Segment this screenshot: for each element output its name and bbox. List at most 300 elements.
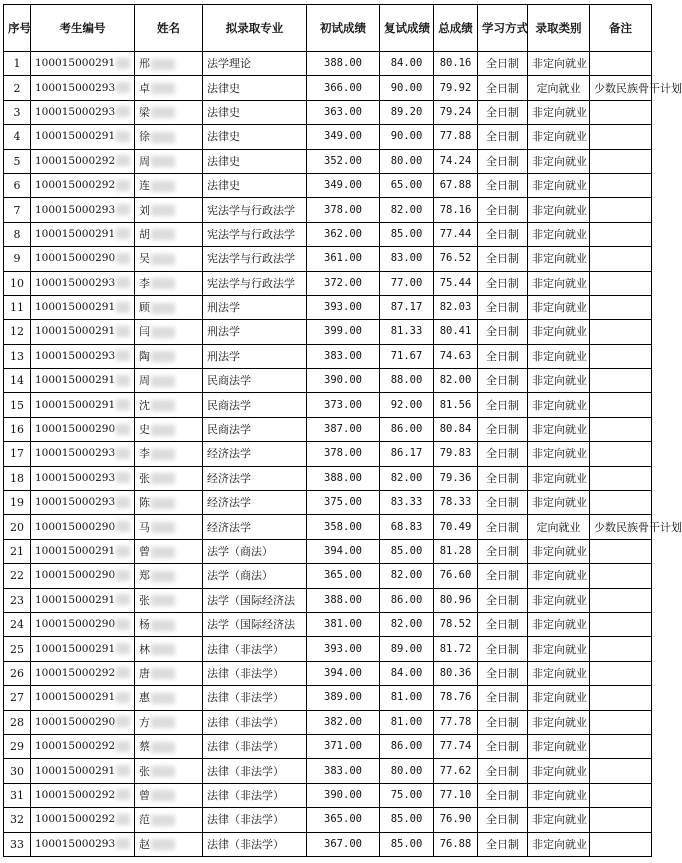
cell-retest-score-text: 90.00	[390, 130, 423, 143]
cell-total-score-text: 78.76	[439, 691, 472, 704]
redaction-mask	[151, 644, 175, 655]
cell-total-score	[434, 515, 478, 539]
cell-total-score	[434, 686, 478, 710]
redaction-mask	[116, 253, 130, 264]
redaction-mask	[116, 667, 130, 678]
cell-candidate-id	[31, 247, 135, 271]
redaction-mask	[151, 473, 175, 484]
cell-major	[203, 734, 307, 758]
cell-major-text: 法律史	[207, 105, 240, 119]
cell-candidate-id	[31, 808, 135, 832]
table-row	[4, 808, 652, 832]
cell-prelim-score	[307, 539, 380, 563]
cell-major	[203, 686, 307, 710]
cell-study-mode	[478, 661, 528, 685]
cell-index-text: 33	[10, 837, 24, 851]
cell-major-text: 经济法学	[207, 520, 251, 534]
cell-index	[4, 173, 31, 197]
cell-major-text: 法学（商法）	[207, 545, 273, 558]
cell-retest-score-text: 85.00	[390, 227, 423, 240]
cell-remarks	[590, 783, 652, 807]
cell-major	[203, 100, 307, 124]
cell-total-score	[434, 710, 478, 734]
cell-prelim-score-text: 366.00	[324, 81, 362, 94]
cell-study-mode	[478, 466, 528, 490]
cell-name-text: 张	[139, 471, 150, 485]
redaction-mask	[151, 620, 175, 631]
cell-prelim-score-text: 361.00	[324, 252, 362, 265]
table-row	[4, 466, 652, 490]
cell-prelim-score	[307, 832, 380, 856]
cell-retest-score	[380, 149, 434, 173]
cell-index-text: 30	[10, 764, 24, 778]
cell-prelim-score	[307, 734, 380, 758]
cell-study-mode	[478, 759, 528, 783]
cell-major	[203, 759, 307, 783]
cell-prelim-score-text: 362.00	[324, 227, 362, 240]
cell-index	[4, 588, 31, 612]
redaction-mask	[151, 449, 175, 460]
cell-candidate-id	[31, 222, 135, 246]
cell-total-score	[434, 369, 478, 393]
cell-remarks	[590, 710, 652, 734]
cell-prelim-score-text: 383.00	[324, 349, 362, 362]
cell-retest-score-text: 81.00	[390, 715, 423, 728]
cell-index	[4, 417, 31, 441]
cell-name	[135, 369, 203, 393]
cell-index-text: 18	[10, 471, 24, 485]
cell-retest-score-text: 81.33	[390, 325, 423, 338]
cell-retest-score	[380, 491, 434, 515]
cell-prelim-score	[307, 417, 380, 441]
cell-major-text: 法律（非法学）	[207, 740, 284, 754]
cell-major	[203, 149, 307, 173]
cell-name	[135, 686, 203, 710]
cell-index-text: 6	[13, 179, 21, 193]
cell-remarks	[590, 369, 652, 393]
cell-retest-score	[380, 564, 434, 588]
cell-retest-score-text: 80.00	[390, 154, 423, 167]
redaction-mask	[151, 351, 175, 362]
cell-study-mode-text: 全日制	[486, 471, 519, 485]
cell-index-text: 11	[10, 301, 24, 315]
cell-index-text: 14	[10, 374, 24, 388]
cell-retest-score	[380, 783, 434, 807]
table-row	[4, 295, 652, 319]
cell-name-text: 张	[139, 593, 150, 607]
redaction-mask	[151, 229, 175, 240]
cell-remarks	[590, 222, 652, 246]
cell-index-text: 17	[10, 447, 24, 461]
cell-study-mode	[478, 832, 528, 856]
cell-major	[203, 271, 307, 295]
cell-total-score-text: 80.16	[439, 57, 472, 70]
cell-retest-score-text: 77.00	[390, 276, 423, 289]
cell-prelim-score	[307, 125, 380, 149]
cell-admission-category-text: 非定向就业	[532, 447, 587, 461]
cell-total-score-text: 82.00	[439, 374, 472, 387]
cell-total-score	[434, 759, 478, 783]
cell-retest-score	[380, 222, 434, 246]
cell-admission-category	[528, 149, 590, 173]
cell-candidate-id-text: 100015000291	[35, 593, 116, 606]
cell-total-score	[434, 564, 478, 588]
cell-candidate-id-text: 100015000293	[35, 349, 116, 362]
cell-index	[4, 320, 31, 344]
redaction-mask	[116, 228, 130, 239]
cell-retest-score-text: 90.00	[390, 81, 423, 94]
cell-admission-category-text: 非定向就业	[532, 837, 587, 851]
cell-admission-category-text: 非定向就业	[532, 374, 587, 388]
cell-remarks	[590, 76, 682, 100]
cell-index	[4, 515, 31, 539]
cell-prelim-score-text: 390.00	[324, 374, 362, 387]
table-header	[4, 5, 652, 52]
cell-prelim-score	[307, 588, 380, 612]
cell-retest-score	[380, 710, 434, 734]
redaction-mask	[116, 350, 130, 361]
table-row	[4, 734, 652, 758]
cell-remarks	[590, 52, 652, 76]
cell-total-score-text: 78.33	[439, 496, 472, 509]
table-row	[4, 491, 652, 515]
cell-major-text: 法学理论	[207, 57, 251, 71]
header-admission-category: 录取类别	[528, 5, 590, 52]
cell-name	[135, 222, 203, 246]
redaction-mask	[116, 58, 130, 69]
cell-study-mode	[478, 491, 528, 515]
cell-retest-score-text: 86.00	[390, 593, 423, 606]
cell-admission-category	[528, 808, 590, 832]
cell-candidate-id-text: 100015000292	[35, 740, 116, 753]
table-row	[4, 612, 652, 636]
cell-candidate-id	[31, 125, 135, 149]
cell-major-text: 法律（非法学）	[207, 666, 284, 680]
cell-prelim-score-text: 388.00	[324, 57, 362, 70]
redaction-mask	[116, 619, 130, 630]
cell-admission-category-text: 非定向就业	[532, 154, 587, 168]
cell-major-text: 刑法学	[207, 349, 240, 363]
cell-study-mode-text: 全日制	[486, 520, 519, 534]
cell-major-text: 法律史	[207, 130, 240, 144]
cell-prelim-score	[307, 222, 380, 246]
header-name: 姓名	[135, 5, 203, 52]
cell-index-text: 10	[10, 276, 24, 290]
cell-name	[135, 783, 203, 807]
cell-name	[135, 564, 203, 588]
cell-index	[4, 149, 31, 173]
table-row	[4, 369, 652, 393]
redaction-mask	[116, 180, 130, 191]
cell-total-score-text: 79.36	[439, 471, 472, 484]
cell-candidate-id-text: 100015000291	[35, 764, 116, 777]
cell-name-text: 卓	[139, 81, 150, 95]
cell-candidate-id	[31, 491, 135, 515]
cell-study-mode-text: 全日制	[486, 813, 519, 827]
cell-prelim-score-text: 394.00	[324, 545, 362, 557]
cell-index-text: 32	[10, 813, 24, 827]
cell-prelim-score	[307, 710, 380, 734]
table-row	[4, 588, 652, 612]
cell-index	[4, 783, 31, 807]
cell-index	[4, 808, 31, 832]
cell-candidate-id	[31, 149, 135, 173]
cell-retest-score	[380, 832, 434, 856]
cell-remarks	[590, 564, 652, 588]
cell-major	[203, 52, 307, 76]
cell-admission-category	[528, 783, 590, 807]
cell-total-score	[434, 491, 478, 515]
cell-retest-score-text: 88.00	[390, 374, 423, 387]
cell-prelim-score	[307, 100, 380, 124]
cell-candidate-id	[31, 783, 135, 807]
cell-candidate-id-text: 100015000293	[35, 471, 116, 484]
cell-name-text: 周	[139, 154, 150, 168]
cell-total-score	[434, 100, 478, 124]
cell-candidate-id-text: 100015000291	[35, 545, 116, 557]
cell-major	[203, 393, 307, 417]
cell-study-mode-text: 全日制	[486, 203, 519, 217]
redaction-mask	[116, 155, 130, 166]
cell-candidate-id	[31, 76, 135, 100]
cell-study-mode-text: 全日制	[486, 301, 519, 315]
cell-candidate-id-text: 100015000291	[35, 227, 116, 240]
redaction-mask	[151, 132, 175, 143]
cell-candidate-id-text: 100015000293	[35, 276, 116, 289]
cell-retest-score-text: 85.00	[390, 837, 423, 850]
cell-total-score	[434, 588, 478, 612]
cell-total-score	[434, 466, 478, 490]
cell-index-text: 15	[10, 398, 24, 412]
cell-index	[4, 637, 31, 661]
cell-study-mode	[478, 295, 528, 319]
cell-index-text: 27	[10, 691, 24, 705]
cell-index-text: 12	[10, 325, 24, 339]
cell-total-score	[434, 149, 478, 173]
cell-prelim-score-text: 381.00	[324, 618, 362, 631]
cell-major	[203, 76, 307, 100]
cell-major-text: 宪法学与行政法学	[207, 252, 295, 266]
cell-study-mode	[478, 100, 528, 124]
cell-total-score	[434, 344, 478, 368]
cell-total-score-text: 81.56	[439, 398, 472, 411]
cell-name	[135, 52, 203, 76]
cell-major-text: 法律（非法学）	[207, 691, 284, 705]
header-study-mode: 学习方式	[478, 5, 528, 52]
redaction-mask	[116, 277, 130, 288]
cell-major	[203, 173, 307, 197]
cell-admission-category	[528, 125, 590, 149]
table-row	[4, 247, 652, 271]
cell-retest-score	[380, 320, 434, 344]
cell-candidate-id	[31, 832, 135, 856]
cell-prelim-score	[307, 198, 380, 222]
cell-major	[203, 808, 307, 832]
cell-admission-category	[528, 759, 590, 783]
table-row	[4, 515, 652, 539]
cell-name-text: 顾	[139, 301, 150, 315]
cell-total-score	[434, 198, 478, 222]
cell-study-mode	[478, 173, 528, 197]
cell-remarks	[590, 612, 652, 636]
cell-remarks	[590, 271, 652, 295]
cell-name	[135, 588, 203, 612]
cell-retest-score	[380, 734, 434, 758]
cell-candidate-id-text: 100015000290	[35, 252, 116, 265]
cell-study-mode-text: 全日制	[486, 569, 519, 583]
cell-name	[135, 100, 203, 124]
cell-candidate-id	[31, 637, 135, 661]
cell-name-text: 胡	[139, 227, 150, 241]
cell-total-score	[434, 832, 478, 856]
cell-name-text: 赵	[139, 837, 150, 851]
cell-study-mode	[478, 442, 528, 466]
cell-total-score-text: 79.24	[439, 105, 472, 118]
cell-total-score-text: 80.84	[439, 423, 472, 436]
cell-major	[203, 344, 307, 368]
redaction-mask	[151, 571, 175, 582]
cell-prelim-score-text: 390.00	[324, 788, 362, 801]
redaction-mask	[151, 839, 175, 850]
redaction-mask	[116, 594, 130, 605]
cell-retest-score-text: 84.00	[390, 57, 423, 70]
cell-name-text: 范	[139, 813, 150, 827]
cell-study-mode-text: 全日制	[486, 545, 519, 558]
cell-admission-category-text: 定向就业	[536, 520, 581, 534]
cell-candidate-id	[31, 515, 135, 539]
cell-retest-score	[380, 100, 434, 124]
cell-total-score	[434, 247, 478, 271]
cell-major	[203, 783, 307, 807]
cell-prelim-score-text: 365.00	[324, 813, 362, 826]
cell-major	[203, 564, 307, 588]
cell-prelim-score-text: 365.00	[324, 569, 362, 582]
cell-prelim-score-text: 373.00	[324, 398, 362, 411]
cell-remarks	[590, 832, 652, 856]
cell-name-text: 徐	[139, 130, 150, 144]
cell-candidate-id	[31, 100, 135, 124]
redaction-mask	[116, 82, 130, 93]
cell-admission-category-text: 非定向就业	[532, 545, 587, 558]
cell-candidate-id-text: 100015000292	[35, 179, 116, 192]
cell-study-mode	[478, 808, 528, 832]
cell-retest-score	[380, 612, 434, 636]
cell-index	[4, 442, 31, 466]
cell-prelim-score	[307, 759, 380, 783]
cell-index-text: 23	[10, 593, 24, 607]
cell-admission-category-text: 非定向就业	[532, 496, 587, 510]
cell-candidate-id-text: 100015000291	[35, 642, 116, 655]
cell-total-score	[434, 734, 478, 758]
redaction-mask	[116, 789, 130, 800]
cell-name	[135, 393, 203, 417]
table-row	[4, 344, 652, 368]
cell-retest-score-text: 82.00	[390, 618, 423, 631]
cell-index-text: 3	[13, 105, 21, 119]
cell-major-text: 法律（非法学）	[207, 715, 284, 729]
cell-total-score	[434, 417, 478, 441]
cell-major-text: 法律史	[207, 81, 240, 95]
redaction-mask	[151, 547, 175, 558]
table-row	[4, 320, 652, 344]
cell-remarks	[590, 320, 652, 344]
cell-prelim-score	[307, 491, 380, 515]
header-candidate-id: 考生编号	[31, 5, 135, 52]
cell-study-mode-text: 全日制	[486, 642, 519, 656]
cell-total-score	[434, 271, 478, 295]
cell-admission-category-text: 非定向就业	[532, 398, 587, 412]
cell-admission-category	[528, 442, 590, 466]
cell-major	[203, 417, 307, 441]
cell-name-text: 林	[139, 642, 150, 656]
cell-candidate-id	[31, 686, 135, 710]
cell-study-mode	[478, 52, 528, 76]
cell-index-text: 29	[10, 740, 24, 754]
cell-prelim-score	[307, 173, 380, 197]
cell-candidate-id-text: 100015000291	[35, 325, 116, 338]
cell-name-text: 李	[139, 276, 150, 290]
cell-study-mode	[478, 198, 528, 222]
table-row	[4, 52, 652, 76]
cell-retest-score-text: 80.00	[390, 764, 423, 777]
cell-major	[203, 247, 307, 271]
redaction-mask	[116, 497, 130, 508]
cell-major-text: 法律（非法学）	[207, 788, 284, 802]
cell-admission-category-text: 非定向就业	[532, 715, 587, 729]
cell-admission-category	[528, 52, 590, 76]
redaction-mask	[116, 521, 130, 532]
redaction-mask	[116, 546, 130, 557]
cell-study-mode	[478, 271, 528, 295]
cell-candidate-id	[31, 320, 135, 344]
cell-candidate-id	[31, 710, 135, 734]
cell-name-text: 陶	[139, 349, 150, 363]
cell-prelim-score-text: 393.00	[324, 642, 362, 655]
cell-prelim-score	[307, 320, 380, 344]
redaction-mask	[116, 204, 130, 215]
cell-total-score	[434, 808, 478, 832]
cell-admission-category	[528, 686, 590, 710]
cell-name-text: 梁	[139, 105, 150, 119]
cell-major-text: 宪法学与行政法学	[207, 276, 295, 290]
cell-total-score	[434, 76, 478, 100]
cell-admission-category	[528, 369, 590, 393]
cell-major	[203, 466, 307, 490]
cell-total-score-text: 70.49	[439, 520, 472, 533]
cell-admission-category	[528, 295, 590, 319]
cell-admission-category-text: 非定向就业	[532, 227, 587, 241]
cell-candidate-id-text: 100015000290	[35, 520, 116, 533]
cell-major	[203, 515, 307, 539]
cell-admission-category	[528, 564, 590, 588]
header-remarks: 备注	[590, 5, 652, 52]
cell-major-text: 法学（国际经济法	[207, 618, 295, 632]
cell-prelim-score-text: 367.00	[324, 837, 362, 850]
cell-index-text: 28	[10, 715, 24, 729]
cell-prelim-score-text: 399.00	[324, 325, 362, 338]
redaction-mask	[116, 692, 130, 703]
cell-study-mode	[478, 247, 528, 271]
cell-index	[4, 466, 31, 490]
cell-name-text: 曾	[139, 545, 150, 558]
cell-name-text: 史	[139, 423, 150, 437]
cell-prelim-score-text: 358.00	[324, 520, 362, 533]
redaction-mask	[151, 766, 175, 777]
cell-candidate-id	[31, 588, 135, 612]
cell-retest-score	[380, 539, 434, 563]
cell-admission-category-text: 非定向就业	[532, 105, 587, 119]
redaction-mask	[116, 765, 130, 776]
